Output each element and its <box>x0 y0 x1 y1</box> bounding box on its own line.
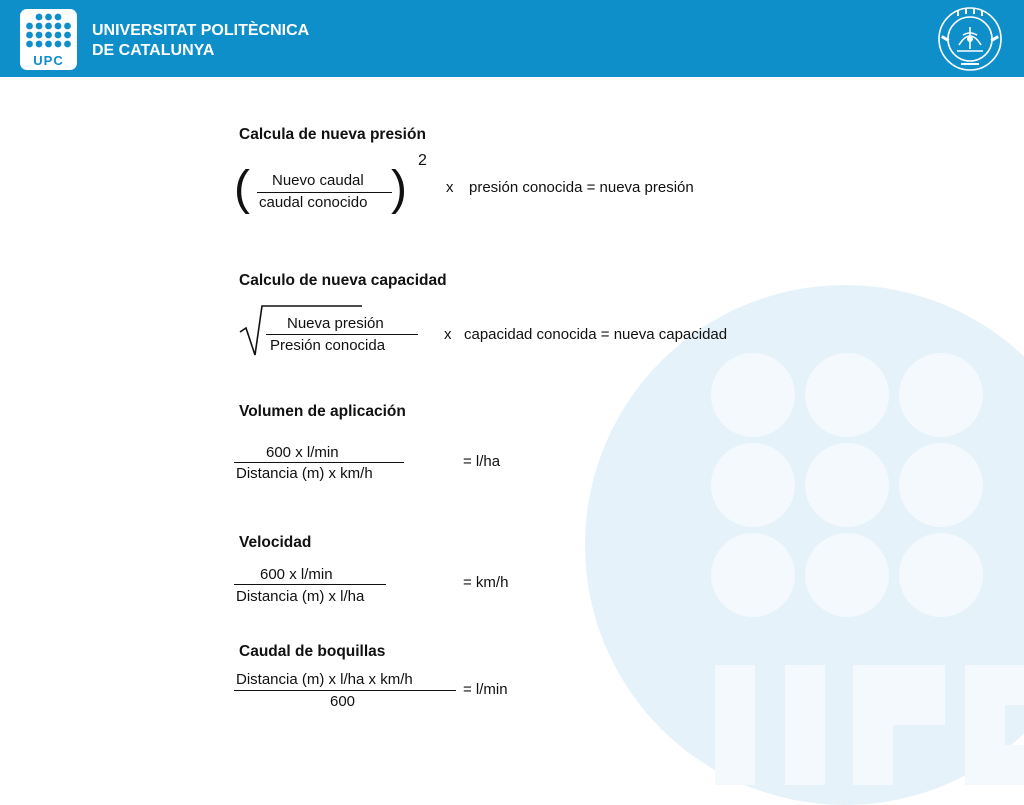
pressure-times: x <box>446 179 454 196</box>
logo-text: UPC <box>33 53 64 68</box>
nozzle-denominator: 600 <box>330 693 356 710</box>
pressure-fraction-bar <box>257 192 392 193</box>
right-paren: ) <box>391 162 407 215</box>
capacity-denominator: Presión conocida <box>270 337 386 354</box>
nozzle-fraction-bar <box>234 690 456 691</box>
nozzle-numerator: Distancia (m) x l/ha x km/h <box>236 671 413 688</box>
speed-result: = km/h <box>463 574 509 591</box>
left-paren: ( <box>234 162 250 215</box>
volume-numerator: 600 x l/min <box>266 444 339 461</box>
capacity-title: Calculo de nueva capacidad <box>239 272 447 289</box>
capacity-fraction-bar <box>266 334 418 335</box>
pressure-title: Calcula de nueva presión <box>239 126 426 143</box>
pressure-exponent: 2 <box>418 152 427 169</box>
nozzle-result: = l/min <box>463 681 508 698</box>
volume-fraction-bar <box>234 462 404 463</box>
pressure-equation-rest: presión conocida = nueva presión <box>469 179 694 196</box>
university-name-line2: DE CATALUNYA <box>92 42 215 59</box>
university-name-line1: UNIVERSITAT POLITÈCNICA <box>92 22 310 39</box>
nozzle-title: Caudal de boquillas <box>239 643 386 660</box>
pressure-denominator: caudal conocido <box>259 194 368 211</box>
speed-title: Velocidad <box>239 534 312 551</box>
volume-result: = l/ha <box>463 453 501 470</box>
speed-denominator: Distancia (m) x l/ha <box>236 588 365 605</box>
capacity-numerator: Nueva presión <box>287 315 384 332</box>
capacity-times: x <box>444 326 452 343</box>
pressure-numerator: Nuevo caudal <box>272 172 364 189</box>
speed-fraction-bar <box>234 584 386 585</box>
volume-denominator: Distancia (m) x km/h <box>236 465 373 482</box>
speed-numerator: 600 x l/min <box>260 566 333 583</box>
volume-title: Volumen de aplicación <box>239 403 406 420</box>
capacity-equation-rest: capacidad conocida = nueva capacidad <box>464 326 728 343</box>
